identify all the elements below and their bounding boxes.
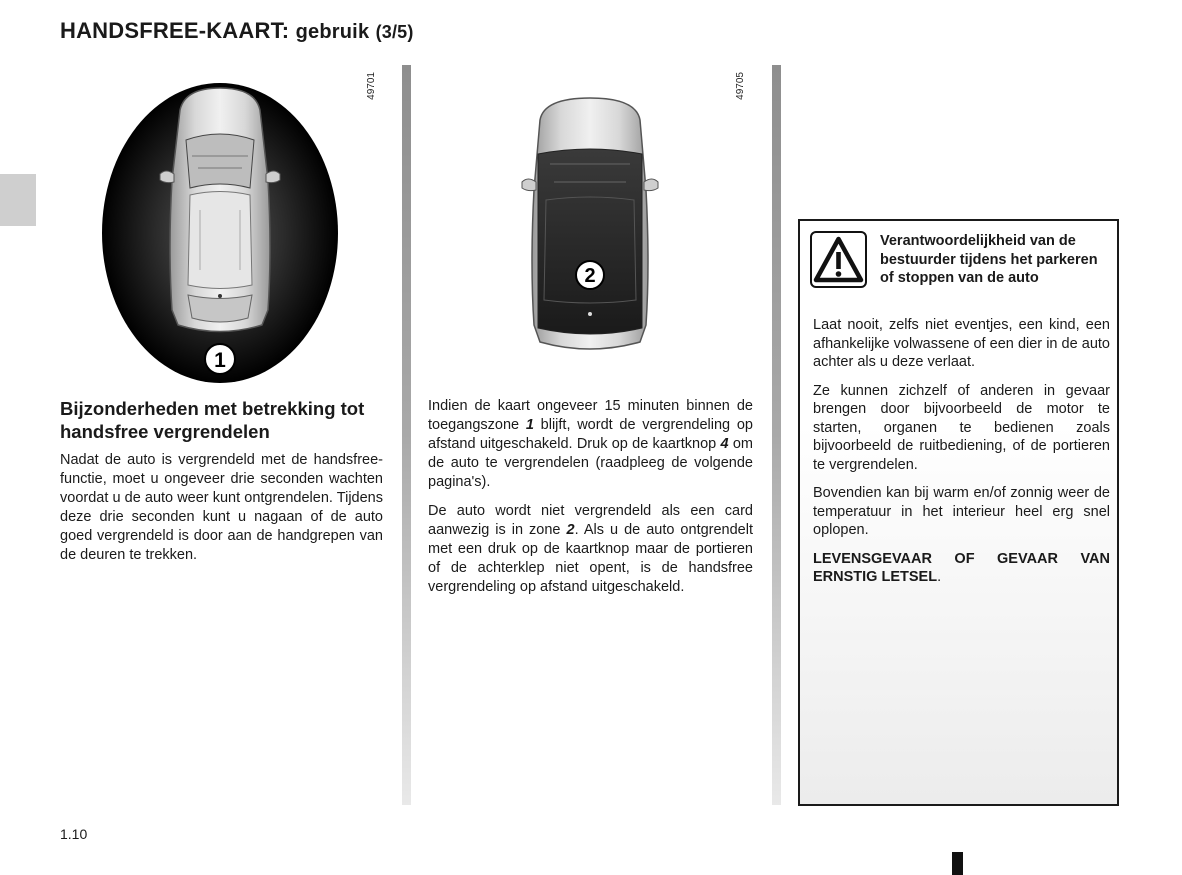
warning-paragraph-4: LEVENSGEVAAR OF GEVAAR VAN ERNSTIG LETSEL. <box>813 550 1110 585</box>
warning-box <box>798 219 1119 806</box>
column-1-paragraph: Nadat de auto is vergrendeld met de handsfree-functie, moet u ongeveer drie seconden wachten voordat u de auto weer kunt ontgrendelen. Tijdens deze drie seconden kunt u nagaan of de auto goed vergrendeld is door aan de handgrepen van de deuren te trekken. <box>60 452 383 563</box>
car-top-view-2 <box>522 98 658 349</box>
column-2-paragraph-2: De auto wordt niet vergrendeld als een card aanwezig is in zone 2. Als u de auto ontgrendelt met een druk op de kaartknop maar de portieren of de achterklep niet opent, is de handsfree vergrendeling op afstand uitgeschakeld. <box>428 503 753 595</box>
ref-zone-1: 1 <box>525 417 534 433</box>
warning-paragraph-1: Laat nooit, zelfs niet eventjes, een kind, een afhankelijke volwassene of een dier in de auto achter als u deze verlaat. <box>813 317 1110 370</box>
warning-body <box>813 316 1110 597</box>
ref-card-button-4: 4 <box>720 436 729 452</box>
section-heading: Bijzonderheden met betrekking tot handsfree vergrendelen <box>60 398 365 442</box>
column-divider-left <box>402 65 411 805</box>
column-2-paragraph-1: Indien de kaart ongeveer 15 minuten binnen de toegangszone 1 blijft, wordt de vergrendeling op afstand uitgeschakeld. Druk op de kaartknop 4 om de auto te vergrendelen (raadpleeg de volgende pagina's). <box>428 398 754 490</box>
car-top-view <box>160 88 280 332</box>
zone-label-1: 1 <box>214 349 226 372</box>
chapter-tab <box>0 174 36 226</box>
title-count: (3/5) <box>375 22 414 42</box>
page-number: 1.10 <box>60 826 88 842</box>
figure-access-zone <box>100 70 350 390</box>
column-1 <box>60 397 383 575</box>
figure-card-zone <box>510 90 670 360</box>
page-title <box>60 18 414 44</box>
warning-paragraph-3: Bovendien kan bij warm en/of zonnig weer de temperatuur in het interieur heel erg snel oplopen. <box>813 485 1110 538</box>
title-main: HANDSFREE-KAART: <box>60 18 290 43</box>
zone-label-2: 2 <box>584 265 596 287</box>
column-2 <box>428 397 753 607</box>
warning-triangle-icon <box>810 231 867 288</box>
title-sub: gebruik <box>295 21 370 43</box>
figure-code-2: 49705 <box>735 72 746 100</box>
end-of-section-mark <box>952 852 963 875</box>
warning-title: Verantwoordelijkheid van de bestuurder tijdens het parkeren of stoppen van de auto <box>880 233 1098 286</box>
figure-code-1: 49701 <box>366 72 377 100</box>
ref-zone-2: 2 <box>566 522 575 538</box>
column-divider-right <box>772 65 781 805</box>
warning-paragraph-2: Ze kunnen zichzelf of anderen in gevaar brengen door bijvoorbeeld de motor te starten, organen te bedienen zoals bijvoorbeeld de ruitbediening, of de portieren te vergrendelen. <box>813 382 1110 473</box>
